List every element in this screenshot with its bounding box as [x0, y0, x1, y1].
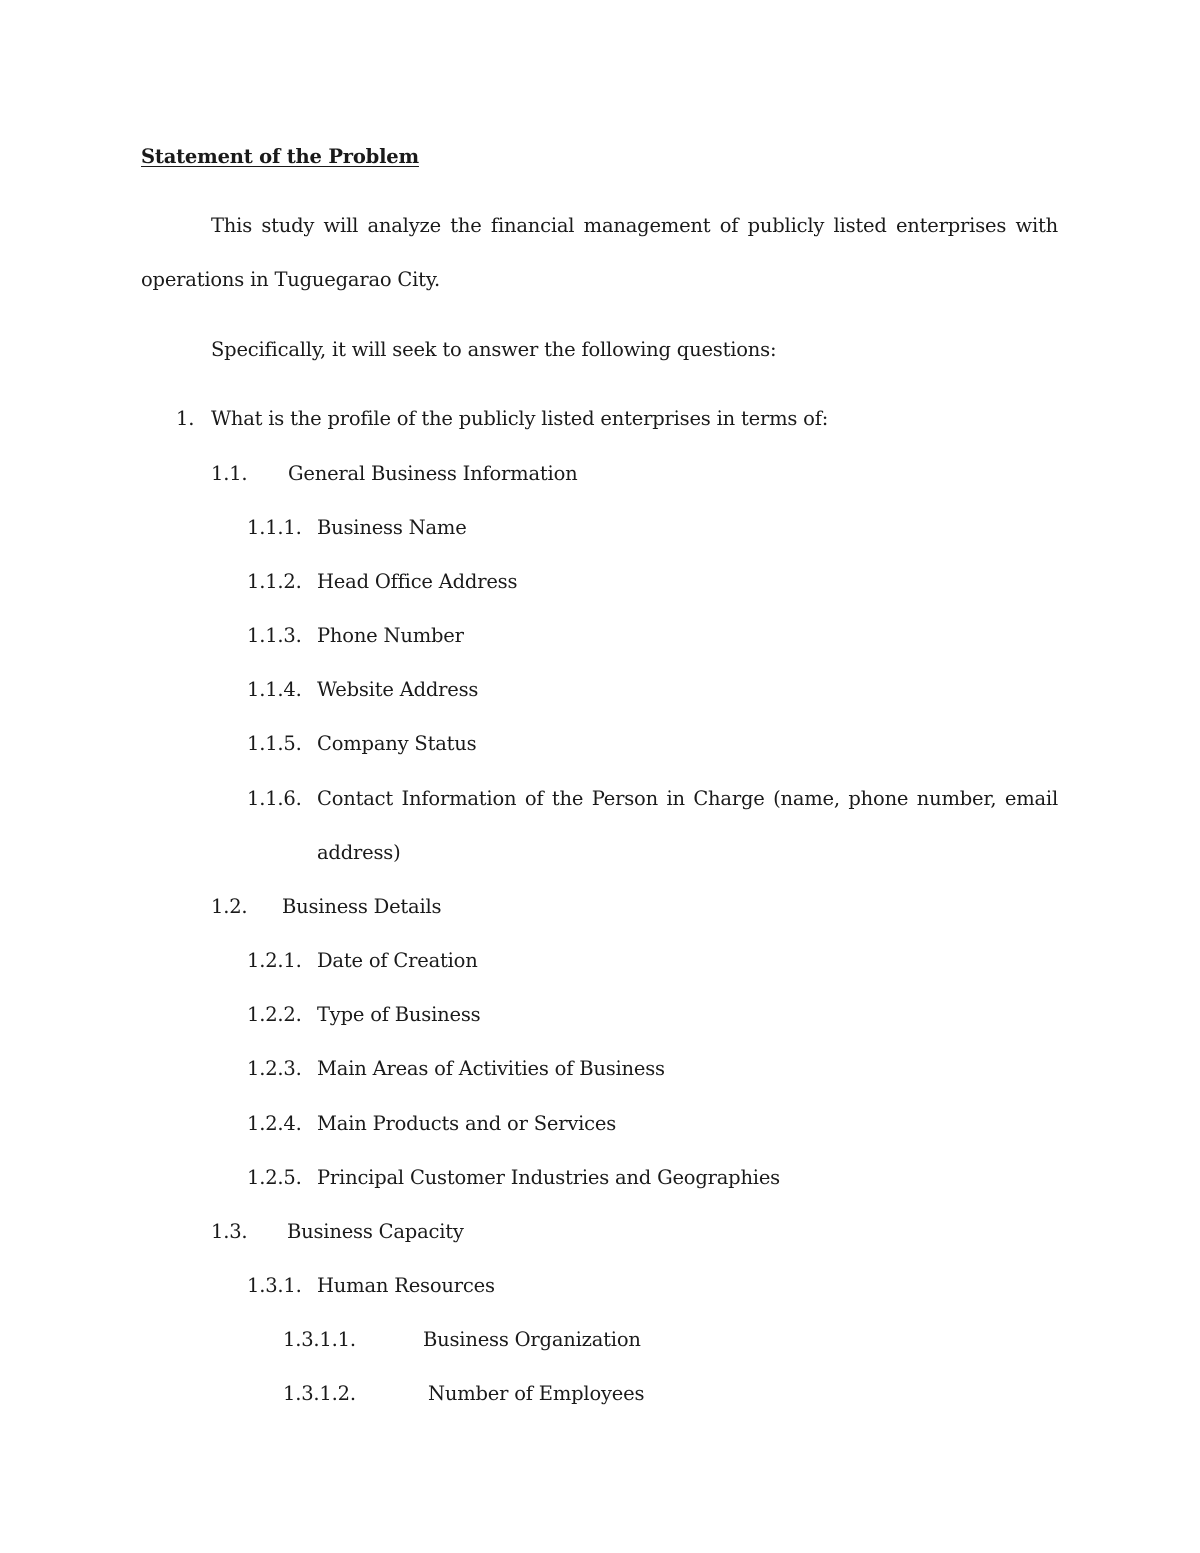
list-text: Business Capacity: [287, 1220, 464, 1243]
list-number: 1.: [176, 407, 195, 430]
list-text-line-2: address): [317, 841, 401, 864]
list-number: 1.1.6.: [247, 787, 302, 810]
list-number: 1.2.: [211, 895, 248, 918]
section-title: Statement of the Problem: [141, 145, 419, 168]
list-text: Human Resources: [317, 1274, 495, 1297]
list-text-line-1: Contact Information of the Person in Charge (name, phone number, email: [317, 787, 1058, 810]
intro-paragraph-line-2: operations in Tuguegarao City.: [141, 268, 441, 291]
list-number: 1.1.4.: [247, 678, 302, 701]
list-number: 1.1.2.: [247, 570, 302, 593]
list-number: 1.1.1.: [247, 516, 302, 539]
list-number: 1.3.1.2.: [283, 1382, 356, 1405]
list-text: Main Products and or Services: [317, 1112, 617, 1135]
list-text: Website Address: [317, 678, 479, 701]
list-text: Main Areas of Activities of Business: [317, 1057, 665, 1080]
list-number: 1.1.5.: [247, 732, 302, 755]
list-text: What is the profile of the publicly listed enterprises in terms of:: [211, 407, 829, 430]
list-number: 1.2.3.: [247, 1057, 302, 1080]
list-text: Phone Number: [317, 624, 464, 647]
list-number: 1.2.2.: [247, 1003, 302, 1026]
list-text: Type of Business: [317, 1003, 481, 1026]
list-number: 1.3.1.: [247, 1274, 302, 1297]
intro-paragraph-line-1: This study will analyze the financial management of publicly listed enterprises with: [211, 214, 1058, 237]
list-text: Company Status: [317, 732, 477, 755]
list-text: Business Organization: [423, 1328, 641, 1351]
list-number: 1.2.4.: [247, 1112, 302, 1135]
list-text: Number of Employees: [428, 1382, 645, 1405]
list-number: 1.1.: [211, 462, 248, 485]
list-number: 1.2.5.: [247, 1166, 302, 1189]
list-text: General Business Information: [288, 462, 578, 485]
list-number: 1.3.: [211, 1220, 248, 1243]
list-number: 1.2.1.: [247, 949, 302, 972]
list-text: Date of Creation: [317, 949, 478, 972]
list-text: Head Office Address: [317, 570, 518, 593]
list-text: Business Details: [282, 895, 442, 918]
list-number: 1.1.3.: [247, 624, 302, 647]
list-text: Principal Customer Industries and Geographies: [317, 1166, 780, 1189]
list-text: Business Name: [317, 516, 467, 539]
specifically-paragraph: Specifically, it will seek to answer the following questions:: [211, 338, 777, 361]
list-number: 1.3.1.1.: [283, 1328, 356, 1351]
